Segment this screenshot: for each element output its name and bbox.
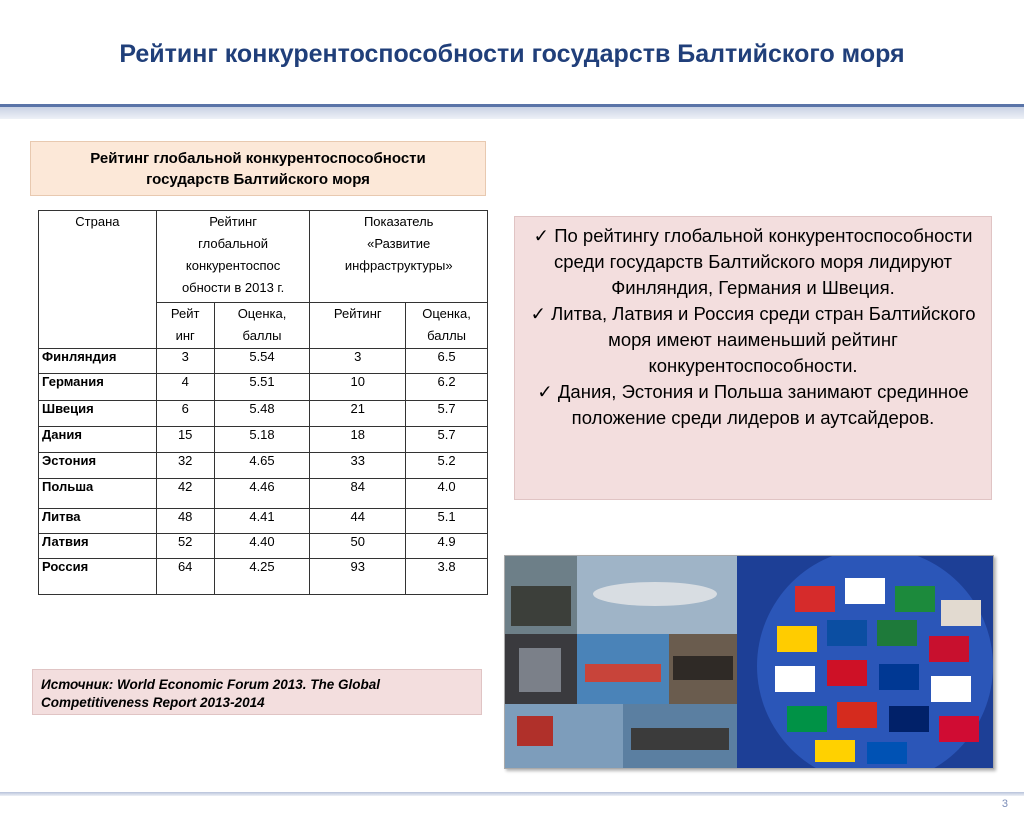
table-caption-line-2: государств Балтийского моря xyxy=(146,170,370,188)
conclusion-point-1: ✓ По рейтингу глобальной конкурентоспособности среди государств Балтийского моря лидируют Финляндия, Германия и Швеция. xyxy=(533,225,973,298)
table-row: Швеция 6 5.48 21 5.7 xyxy=(39,401,488,427)
header-infra-score: Оценка, баллы xyxy=(406,303,488,349)
transport-and-flags-collage xyxy=(504,555,994,769)
header-global-rating: Рейтинг глобальной конкурентоспос обности в 2013 г. xyxy=(156,211,310,303)
title-divider-shadow xyxy=(0,107,1024,119)
conclusion-point-3: ✓ Дания, Эстония и Польша занимают срединное положение среди лидеров и аутсайдеров. xyxy=(537,381,969,428)
source-text: Источник: World Economic Forum 2013. The Global Competitiveness Report 2013-2014 xyxy=(41,677,381,710)
slide-title: Рейтинг конкурентоспособности государств Балтийского моря xyxy=(119,40,905,68)
collage-image xyxy=(505,556,993,768)
header-infra-rank: Рейтинг xyxy=(310,303,406,349)
header-infrastructure: Показатель «Развитие инфраструктуры» xyxy=(310,211,488,303)
table-caption-line-1: Рейтинг глобальной конкурентоспособности xyxy=(90,149,426,167)
conclusion-point-2: ✓ Литва, Латвия и Россия среди стран Балтийского моря имеют наименьший рейтинг конкурентоспособности. xyxy=(530,303,976,376)
header-rank: Рейт инг xyxy=(156,303,214,349)
table-caption-box xyxy=(30,141,486,196)
header-country: Страна xyxy=(39,211,157,349)
competitiveness-table xyxy=(38,210,488,595)
table-row: Россия 64 4.25 93 3.8 xyxy=(39,559,488,595)
page-number: 3 xyxy=(1001,798,1008,810)
source-note xyxy=(32,669,482,715)
table-row: Дания 15 5.18 18 5.7 xyxy=(39,427,488,453)
table-row: Германия 4 5.51 10 6.2 xyxy=(39,374,488,401)
table-row: Финляндия 3 5.54 3 6.5 xyxy=(39,349,488,374)
conclusions-box xyxy=(514,216,992,500)
table-row: Латвия 52 4.40 50 4.9 xyxy=(39,534,488,559)
header-score: Оценка, баллы xyxy=(214,303,310,349)
footer-divider xyxy=(0,792,1024,796)
table-row: Эстония 32 4.65 33 5.2 xyxy=(39,453,488,479)
table-row: Польша 42 4.46 84 4.0 xyxy=(39,479,488,509)
table-row: Литва 48 4.41 44 5.1 xyxy=(39,509,488,534)
